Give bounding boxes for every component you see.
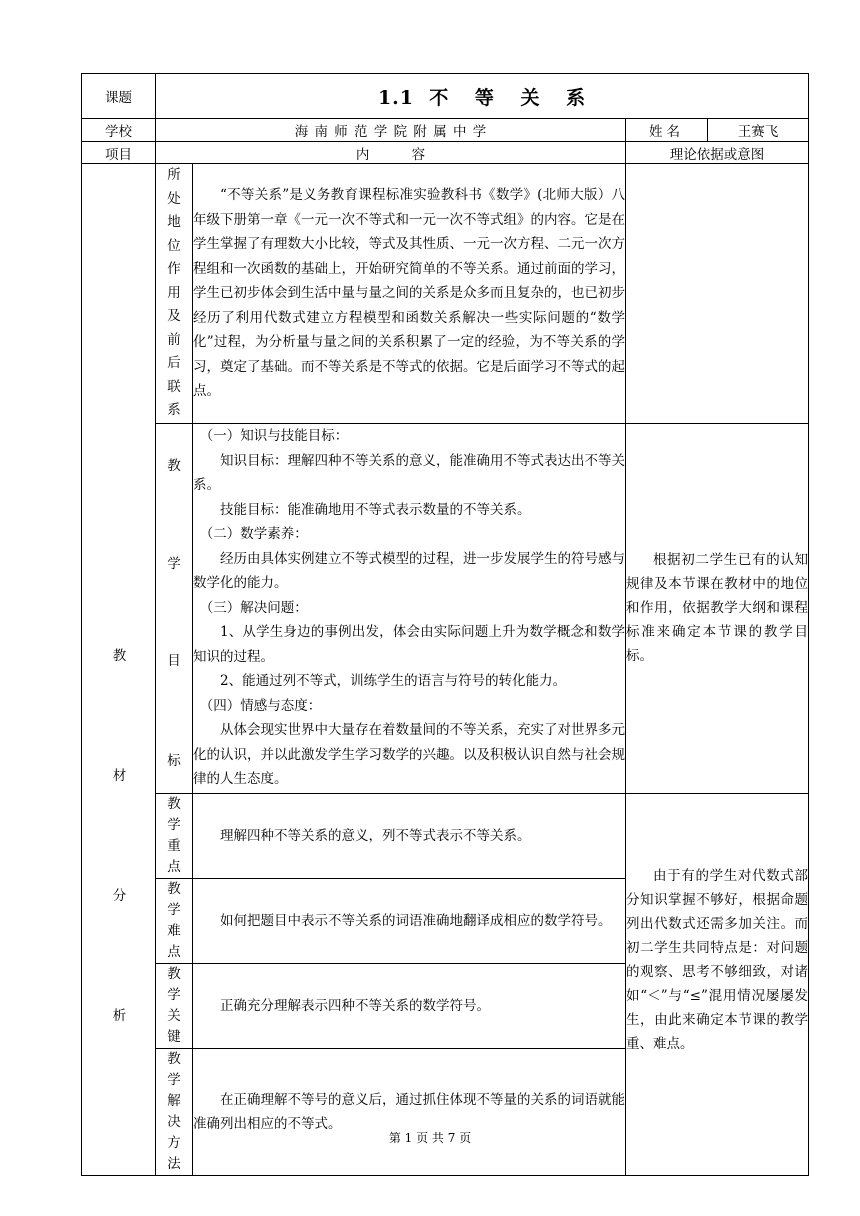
difficulty-label-char: 点 <box>167 943 181 960</box>
school-name: 海 南 师 范 学 院 附 属 中 学 <box>156 119 626 142</box>
section-label-char: 教 <box>112 648 127 665</box>
page-footer: 第 1 页 共 7 页 <box>388 1131 472 1145</box>
goals-label-char: 学 <box>167 555 181 572</box>
focus-note-cell <box>626 793 809 1175</box>
goal-line: 从体会现实世界中大量存在着数量间的不等关系，充实了对世界多元化的认识，并以此激发学生学习数学的兴趣。以及积极认识自然与社会规律的人生态度。 <box>193 722 625 788</box>
teacher-name: 王赛飞 <box>708 119 809 142</box>
focus-note: 由于有的学生对代数式部分知识掌握不够好，根据命题列出代数式还需多加关注。而初二学生共同特点是：对问题的观察、思考不够细致，对诸如“＜”与“≤”混用情况屡屡发生，由此来确定本节课的教学重、难点。 <box>626 867 809 1052</box>
key-point-content <box>193 793 626 878</box>
section-label-char: 析 <box>112 1008 127 1025</box>
goals-note: 根据初二学生已有的认知规律及本节课在教材中的地位和作用，依据教学大纲和课程标准来确定本节课的教学目标。 <box>626 552 809 664</box>
position-label-char: 前 <box>167 331 181 348</box>
goals-label-char: 标 <box>167 752 181 769</box>
method-content <box>193 1048 626 1175</box>
position-label-char: 作 <box>167 261 181 277</box>
method-label <box>156 1048 193 1175</box>
goal-line: （四）情感与态度： <box>199 697 322 714</box>
goal-line: 技能目标：能准确地用不等式表示数量的不等关系。 <box>220 501 531 518</box>
key-point-label-char: 重 <box>167 837 181 854</box>
position-label-char: 联 <box>167 378 181 395</box>
lesson-plan-table <box>81 73 809 1176</box>
position-content <box>193 164 626 424</box>
key-link-content <box>193 963 626 1048</box>
difficulty-label-char: 教 <box>167 880 181 897</box>
position-label-char: 所 <box>167 167 181 183</box>
position-label-char: 地 <box>167 214 181 230</box>
position-note-cell <box>626 164 809 424</box>
goal-line: 经历由具体实例建立不等式模型的过程，进一步发展学生的符号感与数学化的能力。 <box>193 550 625 592</box>
key-link-text: 正确充分理解表示四种不等关系的数学符号。 <box>220 997 490 1014</box>
key-link-label <box>156 963 193 1048</box>
name-label: 姓名 <box>626 119 708 142</box>
key-point-label-char: 学 <box>167 816 181 833</box>
key-point-label <box>156 793 193 878</box>
goals-note-cell <box>626 423 809 793</box>
position-label-char: 系 <box>167 402 181 418</box>
lesson-title-text: 不 等 关 系 <box>429 86 587 109</box>
topic-label: 课题 <box>82 74 156 119</box>
method-label-char: 教 <box>167 1050 181 1067</box>
method-label-char: 解 <box>167 1092 181 1109</box>
goals-content <box>193 423 626 793</box>
position-label-char: 位 <box>167 237 181 254</box>
key-link-label-char: 学 <box>167 986 181 1003</box>
position-label-char: 用 <box>167 284 181 301</box>
method-label-char: 法 <box>167 1155 181 1172</box>
key-link-label-char: 教 <box>167 965 181 982</box>
item-label: 项目 <box>82 142 156 164</box>
section-label-char: 材 <box>112 768 127 785</box>
method-text: 在正确理解不等号的意义后，通过抓住体现不等量的关系的词语就能准确列出相应的不等式。 <box>193 1091 625 1132</box>
lesson-title <box>156 74 809 119</box>
key-link-label-char: 键 <box>167 1028 181 1045</box>
section-label <box>82 164 156 1176</box>
difficulty-content <box>193 878 626 963</box>
difficulty-label-char: 学 <box>167 901 181 918</box>
difficulty-text: 如何把题目中表示不等关系的词语准确地翻译成相应的数学符号。 <box>220 912 612 929</box>
position-label-char: 处 <box>167 190 181 207</box>
position-label <box>156 164 193 424</box>
goals-label <box>156 423 193 793</box>
section-label-char: 分 <box>112 888 127 905</box>
goal-line: （一）知识与技能目标： <box>199 428 349 445</box>
goal-line: 1、从学生身边的事例出发，体会由实际问题上升为数学概念和数学知识的过程。 <box>193 624 625 665</box>
position-label-char: 后 <box>167 355 181 371</box>
difficulty-label-char: 难 <box>167 922 181 939</box>
key-point-label-char: 点 <box>167 858 181 875</box>
method-label-char: 学 <box>167 1071 181 1088</box>
method-label-char: 决 <box>167 1113 181 1130</box>
goals-label-char: 目 <box>167 652 181 669</box>
basis-label: 理论依据或意图 <box>626 142 809 164</box>
goal-line: （三）解决问题： <box>199 599 308 616</box>
school-label: 学校 <box>82 119 156 142</box>
goal-line: 知识目标：理解四种不等关系的意义，能准确用不等式表达出不等关系。 <box>193 452 625 494</box>
lesson-title-number: 1.1 <box>377 86 414 109</box>
content-label: 内 容 <box>156 142 626 164</box>
goal-line: （二）数学素养： <box>199 526 308 543</box>
position-label-char: 及 <box>167 308 181 324</box>
key-link-label-char: 关 <box>167 1007 181 1024</box>
difficulty-label <box>156 878 193 963</box>
goals-label-char: 教 <box>167 457 181 474</box>
method-label-char: 方 <box>167 1134 181 1151</box>
position-text: “不等关系”是义务教育课程标准实验教科书《数学》(北师大版）八年级下册第一章《一元一次不等式和一元一次不等式组》的内容。它是在学生掌握了有理数大小比较，等式及其性质、一元一次方程、二元一次方程组和一次函数的基础上，开始研究简单的不等关系。通过前面的学习，学生已初步体会到生活中量与量之间的关系是众多而且复杂的，也已初步经历了利用代数式建立方程模型和函数关系解决一些实际问题的“数学化”过程，为分析量与量之间的关系积累了一定的经验，为不等关系的学习，奠定了基础。而不等关系是不等式的依据。它是后面学习不等式的起点。 <box>193 187 625 399</box>
goal-line: 2、能通过列不等式，训练学生的语言与符号的转化能力。 <box>220 673 567 690</box>
key-point-label-char: 教 <box>167 795 181 812</box>
key-point-text: 理解四种不等关系的意义，列不等式表示不等关系。 <box>220 827 531 844</box>
